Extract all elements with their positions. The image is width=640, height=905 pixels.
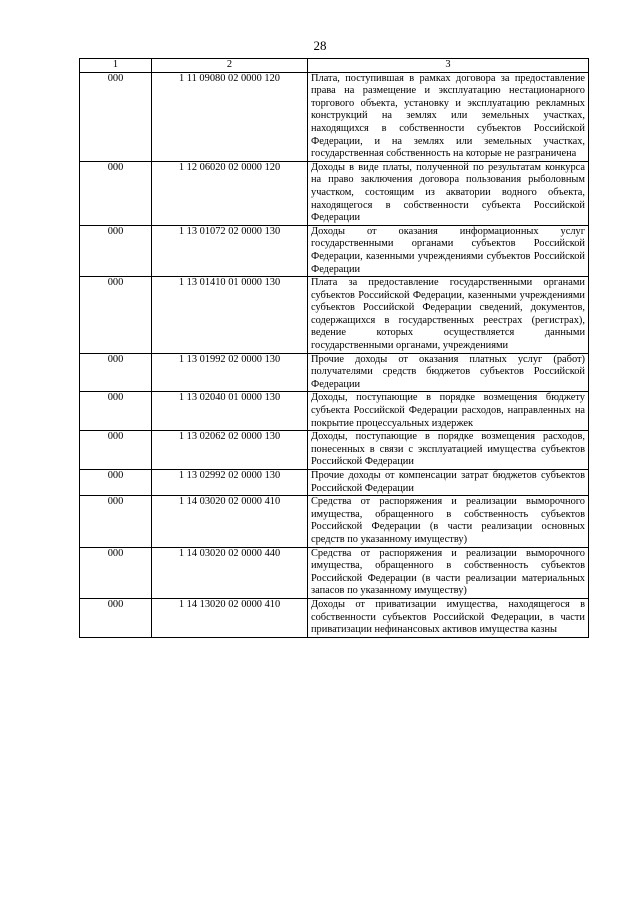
budget-code-cell: 1 13 01992 02 0000 130: [152, 353, 308, 392]
admin-code-cell: 000: [80, 547, 152, 598]
admin-code-cell: 000: [80, 72, 152, 161]
revenue-description-cell: Прочие доходы от оказания платных услуг (работ) получателями средств бюджетов субъектов Российской Федерации: [308, 353, 589, 392]
table-row: [80, 598, 589, 637]
budget-code-cell: 1 14 13020 02 0000 410: [152, 598, 308, 637]
table-header-row: [80, 59, 589, 73]
revenue-description-cell: Средства от распоряжения и реализации выморочного имущества, обращенного в собственность субъектов Российской Федерации (в части реализации материальных запасов по указанному имуществу): [308, 547, 589, 598]
table-row: [80, 353, 589, 392]
table-row: [80, 431, 589, 470]
revenue-description-cell: Плата за предоставление государственными органами субъектов Российской Федерации, казенными учреждениями субъектов Российской Федерации сведений, документов, содержащихся в государственных реестрах (регистрах), ведение которых осуществляется данными государственными органами, учреждениями: [308, 277, 589, 354]
revenue-description-cell: Доходы от приватизации имущества, находящегося в собственности субъектов Российской Федерации, в части приватизации нефинансовых активов имущества казны: [308, 598, 589, 637]
revenue-description-cell: Доходы от оказания информационных услуг государственными органами субъектов Российской Федерации, казенными учреждениями субъектов Российской Федерации: [308, 225, 589, 276]
revenue-description-cell: Плата, поступившая в рамках договора за предоставление права на размещение и эксплуатацию нестационарного торгового объекта, установку и эксплуатацию рекламных конструкций на землях или земельных участках, находящихся в собственности субъектов Российской Федерации, и на землях или земельных участках, государственная собственность на которые не разграничена: [308, 72, 589, 161]
revenue-codes-table: [79, 58, 589, 638]
admin-code-cell: 000: [80, 392, 152, 431]
table-row: [80, 277, 589, 354]
header-col-1: 1: [80, 59, 152, 73]
budget-code-cell: 1 14 03020 02 0000 410: [152, 496, 308, 547]
table-row: [80, 72, 589, 161]
revenue-description-cell: Доходы, поступающие в порядке возмещения расходов, понесенных в связи с эксплуатацией имущества субъектов Российской Федерации: [308, 431, 589, 470]
budget-code-cell: 1 13 02062 02 0000 130: [152, 431, 308, 470]
admin-code-cell: 000: [80, 496, 152, 547]
admin-code-cell: 000: [80, 161, 152, 225]
admin-code-cell: 000: [80, 470, 152, 496]
table-row: [80, 547, 589, 598]
admin-code-cell: 000: [80, 431, 152, 470]
admin-code-cell: 000: [80, 225, 152, 276]
table-row: [80, 470, 589, 496]
header-col-2: 2: [152, 59, 308, 73]
admin-code-cell: 000: [80, 598, 152, 637]
table-row: [80, 496, 589, 547]
budget-code-cell: 1 13 01072 02 0000 130: [152, 225, 308, 276]
table-row: [80, 392, 589, 431]
budget-code-cell: 1 14 03020 02 0000 440: [152, 547, 308, 598]
budget-code-cell: 1 13 01410 01 0000 130: [152, 277, 308, 354]
page-number: 28: [313, 38, 327, 53]
budget-code-cell: 1 13 02040 01 0000 130: [152, 392, 308, 431]
budget-code-cell: 1 13 02992 02 0000 130: [152, 470, 308, 496]
table-row: [80, 161, 589, 225]
revenue-description-cell: Доходы, поступающие в порядке возмещения бюджету субъекта Российской Федерации расходов, направленных на покрытие процессуальных издержек: [308, 392, 589, 431]
revenue-description-cell: Прочие доходы от компенсации затрат бюджетов субъектов Российской Федерации: [308, 470, 589, 496]
admin-code-cell: 000: [80, 277, 152, 354]
budget-code-cell: 1 12 06020 02 0000 120: [152, 161, 308, 225]
table-row: [80, 225, 589, 276]
budget-code-cell: 1 11 09080 02 0000 120: [152, 72, 308, 161]
revenue-description-cell: Доходы в виде платы, полученной по результатам конкурса на право заключения договора пользования рыболовным участком, состоящим из акватории водного объекта, находящегося в собственности субъекта Российской Федерации: [308, 161, 589, 225]
revenue-description-cell: Средства от распоряжения и реализации выморочного имущества, обращенного в собственность субъектов Российской Федерации (в части реализации основных средств по указанному имуществу): [308, 496, 589, 547]
admin-code-cell: 000: [80, 353, 152, 392]
header-col-3: 3: [308, 59, 589, 73]
